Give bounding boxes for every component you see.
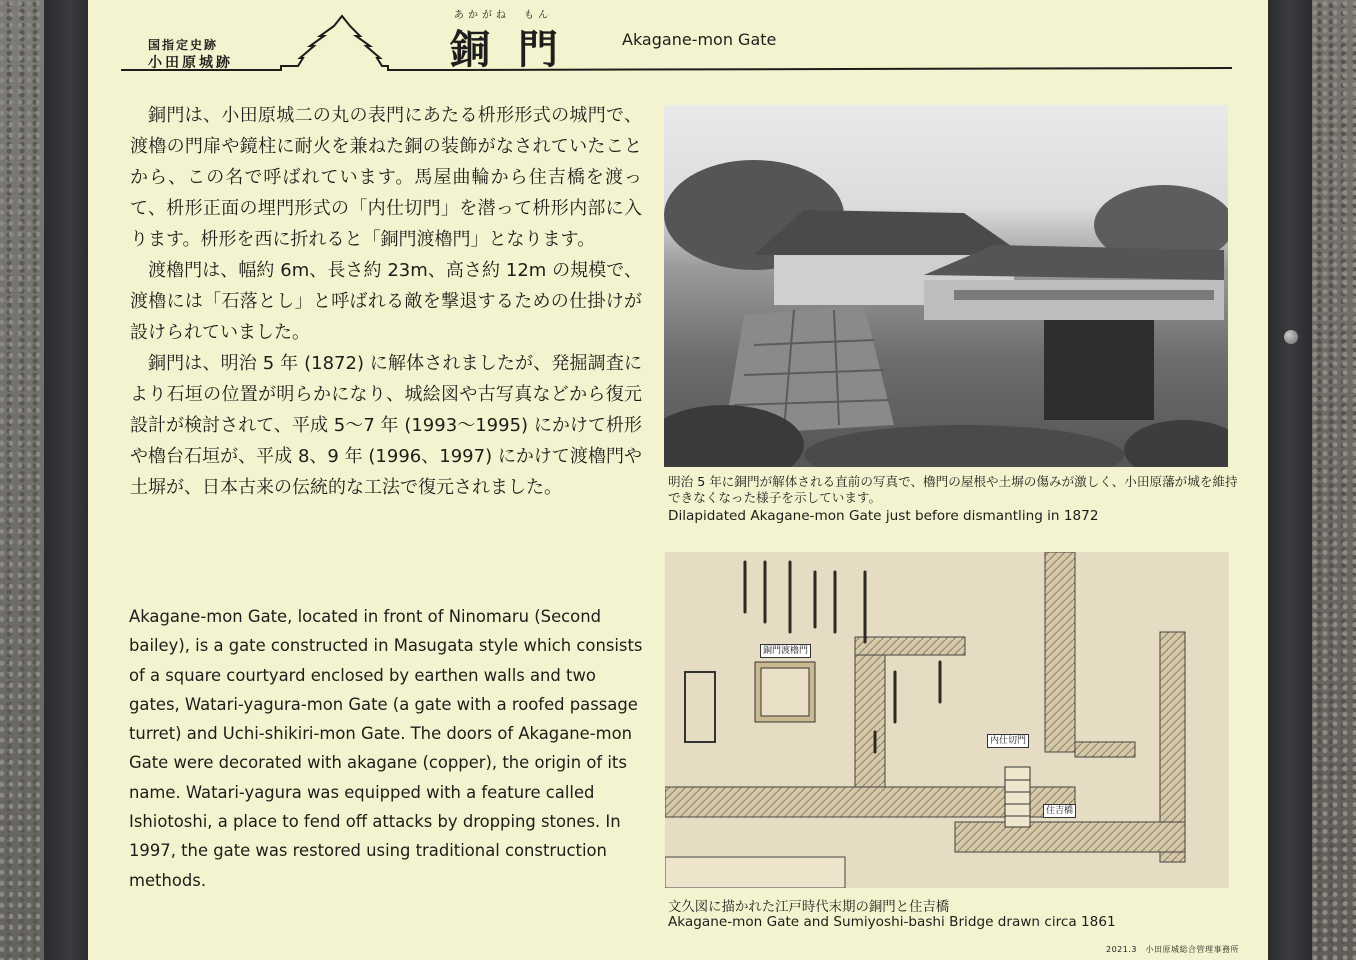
site-name: 小田原城跡 <box>148 55 233 71</box>
gate-photo-illustration <box>664 105 1228 467</box>
designation-label: 国指定史跡 <box>148 38 219 52</box>
info-board <box>88 0 1268 960</box>
map-label-sumiyoshi-bridge: 住吉橋 <box>1043 804 1076 818</box>
gravel-ground-right <box>1312 0 1356 960</box>
title-english: Akagane-mon Gate <box>622 30 777 49</box>
jp-paragraph: 銅門は、明治 5 年 (1872) に解体されましたが、発掘調査により石垣の位置が明らかになり、城絵図や古写真などから復元設計が検討されて、平成 5～7 年 (1993～1995) にかけて枡形や櫓台石垣が、平成 8、9 年 (1996、1997) にかけて渡櫓門や土塀が、日本古来の伝統的な工法で復元されました。 <box>130 353 642 498</box>
jp-paragraph: 銅門は、小田原城二の丸の表門にあたる枡形形式の城門で、渡櫓の門扉や鏡柱に耐火を兼ねた銅の装飾がなされていたことから、この名で呼ばれています。馬屋曲輪から住吉橋を渡って、枡形正面の埋門形式の「内仕切門」を潜って枡形内部に入ります。枡形を西に折れると「銅門渡櫓門」となります。 <box>130 105 642 250</box>
title-ruby: あかがね もん <box>454 10 552 21</box>
board-header <box>88 0 1268 80</box>
jp-paragraph: 渡櫓門は、幅約 6m、長さ約 23m、高さ約 12m の規模で、渡櫓には「石落とし」と呼ばれる敵を撃退するための仕掛けが設けられていました。 <box>130 260 642 343</box>
map-label-watari-yagura-gate: 銅門渡櫓門 <box>760 644 811 658</box>
map-label-uchishikiri-gate: 内仕切門 <box>987 734 1029 748</box>
map-caption-english: Akagane-mon Gate and Sumiyoshi-bashi Bridge drawn circa 1861 <box>668 914 1116 930</box>
english-description: Akagane-mon Gate, located in front of Ninomaru (Second bailey), is a gate constructed in Masugata style which consists of a square courtyard enclosed by earthen walls and two gates, Watari-yagura-mon Gate (a gate with a roofed passage turret) and Uchi-shikiri-mon Gate. The doors of Akagane-mon Gate were decorated with akagane (copper), the origin of its name. Watari-yagura was equipped with a feature called Ishiotoshi, a place to fend off attacks by dropping stones. In 1997, the gate was restored using traditional construction methods. <box>129 607 643 890</box>
gravel-ground-left <box>0 0 44 960</box>
historic-photo <box>664 105 1228 467</box>
castle-map-drawing <box>665 552 1229 888</box>
sign-post-left <box>44 0 88 960</box>
sign-post-right <box>1268 0 1312 960</box>
photo-caption-japanese: 明治 5 年に銅門が解体される直前の写真で、櫓門の屋根や土塀の傷みが激しく、小田原藩が城を維持できなくなった様子を示しています。 <box>668 474 1238 505</box>
photo-caption-english: Dilapidated Akagane-mon Gate just before dismantling in 1872 <box>668 508 1099 524</box>
credit-line: 2021.3 小田原城総合管理事務所 <box>1106 945 1239 954</box>
japanese-description <box>130 100 642 503</box>
page-title: 銅門 <box>450 26 586 73</box>
historic-map <box>665 552 1229 888</box>
map-caption-japanese: 文久図に描かれた江戸時代末期の銅門と住吉橋 <box>668 900 950 915</box>
bolt-icon <box>1284 330 1298 344</box>
